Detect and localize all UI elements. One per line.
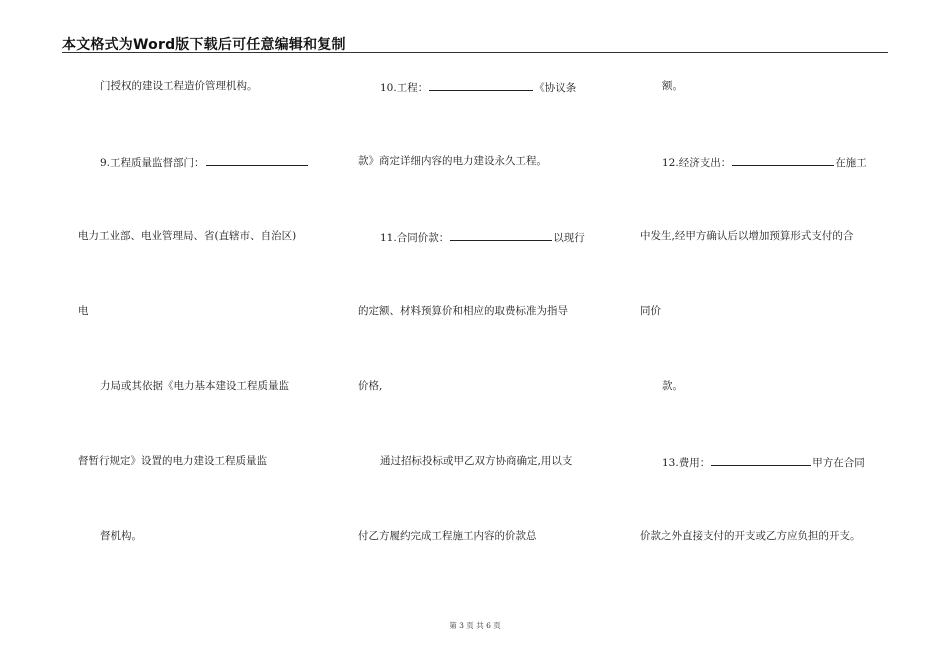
term-11-tail: 以现行	[553, 232, 585, 244]
page-number-footer: 第 3 页 共 6 页	[449, 621, 501, 630]
term-10-blank	[429, 79, 533, 91]
left-line-4: 电	[78, 305, 89, 317]
right-line-2	[662, 154, 867, 170]
term-12-blank	[732, 154, 834, 166]
term-12-label: 12.经济支出：	[662, 157, 732, 169]
left-line-5: 力局或其依据《电力基本建设工程质量监	[100, 380, 289, 392]
header-divider	[62, 52, 888, 53]
right-line-4: 同价	[640, 305, 661, 317]
page-header-title: 本文格式为Word版下载后可任意编辑和复制	[62, 37, 346, 53]
term-13-label: 13.费用：	[662, 457, 711, 469]
left-line-6: 督暂行规定》设置的电力建设工程质量监	[78, 455, 267, 467]
term-13-blank	[711, 454, 811, 466]
left-line-7: 督机构。	[100, 530, 142, 542]
term-10-label: 10.工程：	[380, 82, 429, 94]
left-line-3: 电力工业部、电业管理局、省(直辖市、自治区)	[78, 230, 297, 242]
term-11-blank	[450, 229, 552, 241]
left-line-1: 门授权的建设工程造价管理机构。	[100, 80, 258, 92]
term-12-tail: 在施工	[835, 157, 867, 169]
middle-line-6: 通过招标投标或甲乙双方协商确定,用以支	[380, 455, 573, 467]
middle-line-7: 付乙方履约完成工程施工内容的价款总	[358, 530, 537, 542]
middle-line-1	[380, 79, 576, 95]
right-line-7: 价款之外直接支付的开支或乙方应负担的开支。	[640, 530, 861, 542]
right-line-1: 额。	[662, 80, 683, 92]
right-line-5: 款。	[662, 380, 683, 392]
middle-line-3	[380, 229, 585, 245]
term-10-tail: 《协议条	[534, 82, 577, 94]
term-9-label: 9.工程质量监督部门：	[100, 157, 205, 169]
term-11-label: 11.合同价款：	[380, 232, 450, 244]
left-line-2	[100, 154, 309, 170]
right-line-3: 中发生,经甲方确认后以增加预算形式支付的合	[640, 230, 854, 242]
term-9-blank	[206, 154, 308, 166]
middle-line-2: 款》商定详细内容的电力建设永久工程。	[358, 155, 547, 167]
right-line-6	[662, 454, 865, 470]
middle-line-5: 价格,	[358, 380, 383, 392]
middle-line-4: 的定额、材料预算价和相应的取费标准为指导	[358, 305, 568, 317]
term-13-tail: 甲方在合同	[812, 457, 865, 469]
